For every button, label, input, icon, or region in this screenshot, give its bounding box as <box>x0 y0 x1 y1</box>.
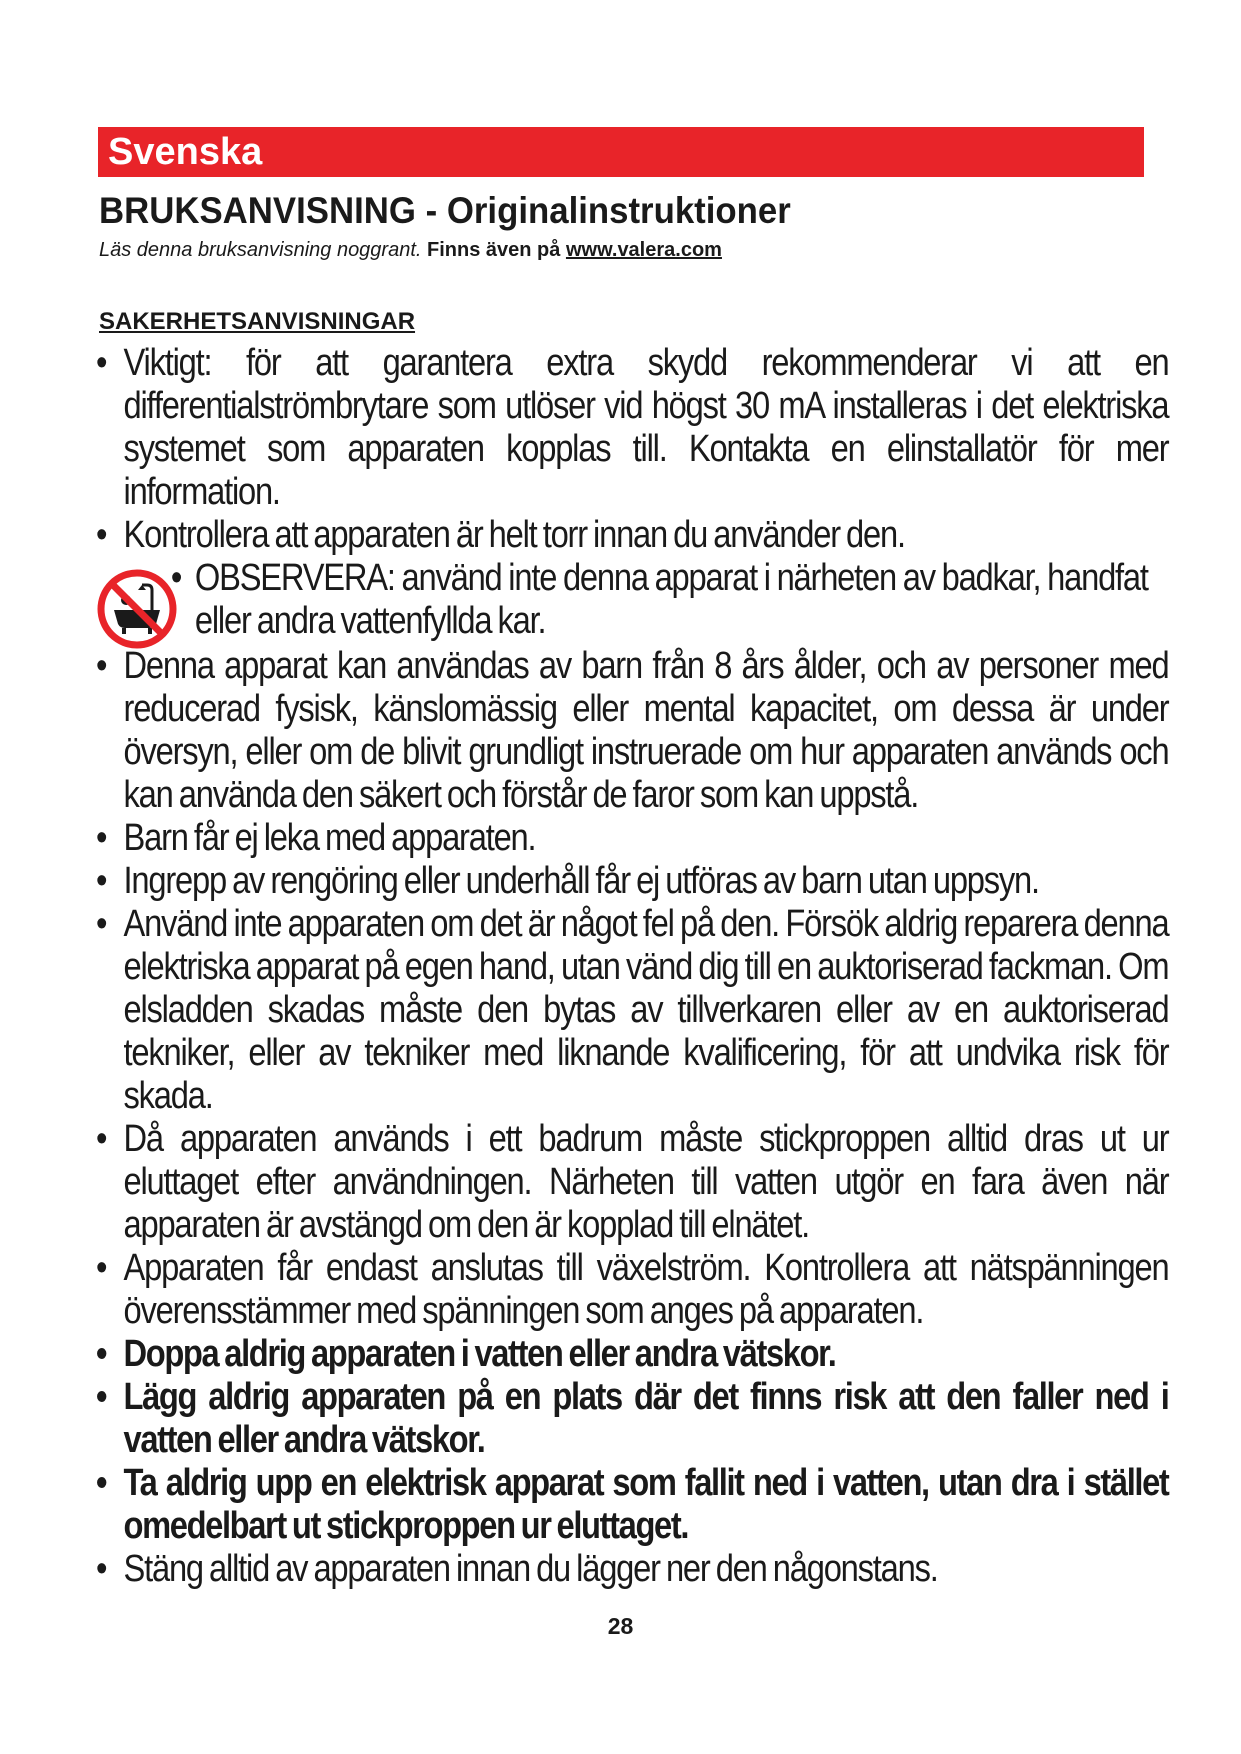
bullet: • <box>96 1376 107 1418</box>
list-item <box>96 817 1168 860</box>
list-item-bold <box>96 1333 1168 1376</box>
bullet: • <box>170 557 182 599</box>
list-item <box>96 1247 1168 1333</box>
page-title: BRUKSANVISNING - Originalinstruktioner <box>99 190 791 231</box>
list-item-warning <box>96 557 1148 643</box>
bullet: • <box>96 1462 107 1504</box>
bullet: • <box>96 1548 107 1590</box>
list-item <box>96 903 1168 1118</box>
list-item-bold <box>96 1376 1168 1462</box>
bullet: • <box>96 903 107 945</box>
bullet: • <box>96 817 107 859</box>
list-item-bold <box>96 1462 1168 1548</box>
bullet: • <box>96 1247 107 1289</box>
item-text: Använd inte apparaten om det är något fel på den. Försök aldrig reparera denna elektriska apparat på egen hand, utan vänd dig till en auktoriserad fackman. Om elsladden skadas måste den bytas av tillverkaren eller av en auktoriserad tekniker, eller av tekniker med liknande kvalificering, för att undvika risk för skada. <box>123 903 1169 1117</box>
list-item <box>96 342 1168 514</box>
website-link[interactable]: www.valera.com <box>565 239 722 261</box>
list-item <box>96 860 1168 903</box>
bullet: • <box>96 514 107 556</box>
language-banner <box>98 127 1144 177</box>
page-number: 28 <box>607 1613 634 1639</box>
bullet: • <box>96 645 107 687</box>
item-text: Lägg aldrig apparaten på en plats där det finns risk att den faller ned i vatten eller andra vätskor. <box>123 1376 1169 1461</box>
item-text: Ta aldrig upp en elektrisk apparat som fallit ned i vatten, utan dra i stället omedelbart ut stickproppen ur eluttaget. <box>123 1462 1169 1547</box>
item-text: Doppa aldrig apparaten i vatten eller andra vätskor. <box>123 1333 836 1375</box>
item-text: Apparaten får endast anslutas till växelström. Kontrollera att nätspänningen överensstämmer med spänningen som anges på apparaten. <box>123 1247 1169 1332</box>
item-text: Kontrollera att apparaten är helt torr innan du använder den. <box>123 514 905 556</box>
subtitle-italic: Läs denna bruksanvisning noggrant. <box>99 239 422 261</box>
item-text: Denna apparat kan användas av barn från 8 års ålder, och av personer med reducerad fysisk, känslomässig eller mental kapacitet, om dessa är under översyn, eller om de blivit grundligt instruerade om hur apparaten används och kan använda den säkert och förstår de faror som kan uppstå. <box>123 645 1169 816</box>
list-item <box>96 1118 1168 1247</box>
item-text: OBSERVERA: använd inte denna apparat i närheten av badkar, handfat eller andra vattenfyllda kar. <box>194 557 1148 642</box>
language-label: Svenska <box>108 131 263 173</box>
safety-instructions <box>96 342 1169 1591</box>
item-text: Viktigt: för att garantera extra skydd rekommenderar vi att en differentialströmbrytare som utlöser vid högst 30 mA installeras i det elektriska systemet som apparaten kopplas till. Kontakta en elinstallatör för mer information. <box>123 342 1169 513</box>
item-text: Barn får ej leka med apparaten. <box>123 817 536 859</box>
list-item <box>96 514 1168 557</box>
section-heading: SAKERHETSANVISNINGAR <box>99 308 416 335</box>
item-text: Stäng alltid av apparaten innan du lägger ner den någonstans. <box>123 1548 938 1590</box>
item-text: Då apparaten används i ett badrum måste stickproppen alltid dras ut ur eluttaget efter användningen. Närheten till vatten utgör en fara även när apparaten är avstängd om den är kopplad till elnätet. <box>123 1118 1169 1246</box>
bullet: • <box>96 342 107 384</box>
list-item <box>96 645 1168 817</box>
bullet: • <box>96 1333 107 1375</box>
bullet: • <box>96 1118 107 1160</box>
subtitle-bold: Finns även på <box>427 239 561 261</box>
bullet: • <box>96 860 107 902</box>
item-text: Ingrepp av rengöring eller underhåll får ej utföras av barn utan uppsyn. <box>123 860 1039 902</box>
subtitle <box>99 237 722 263</box>
list-item <box>96 1548 1168 1591</box>
